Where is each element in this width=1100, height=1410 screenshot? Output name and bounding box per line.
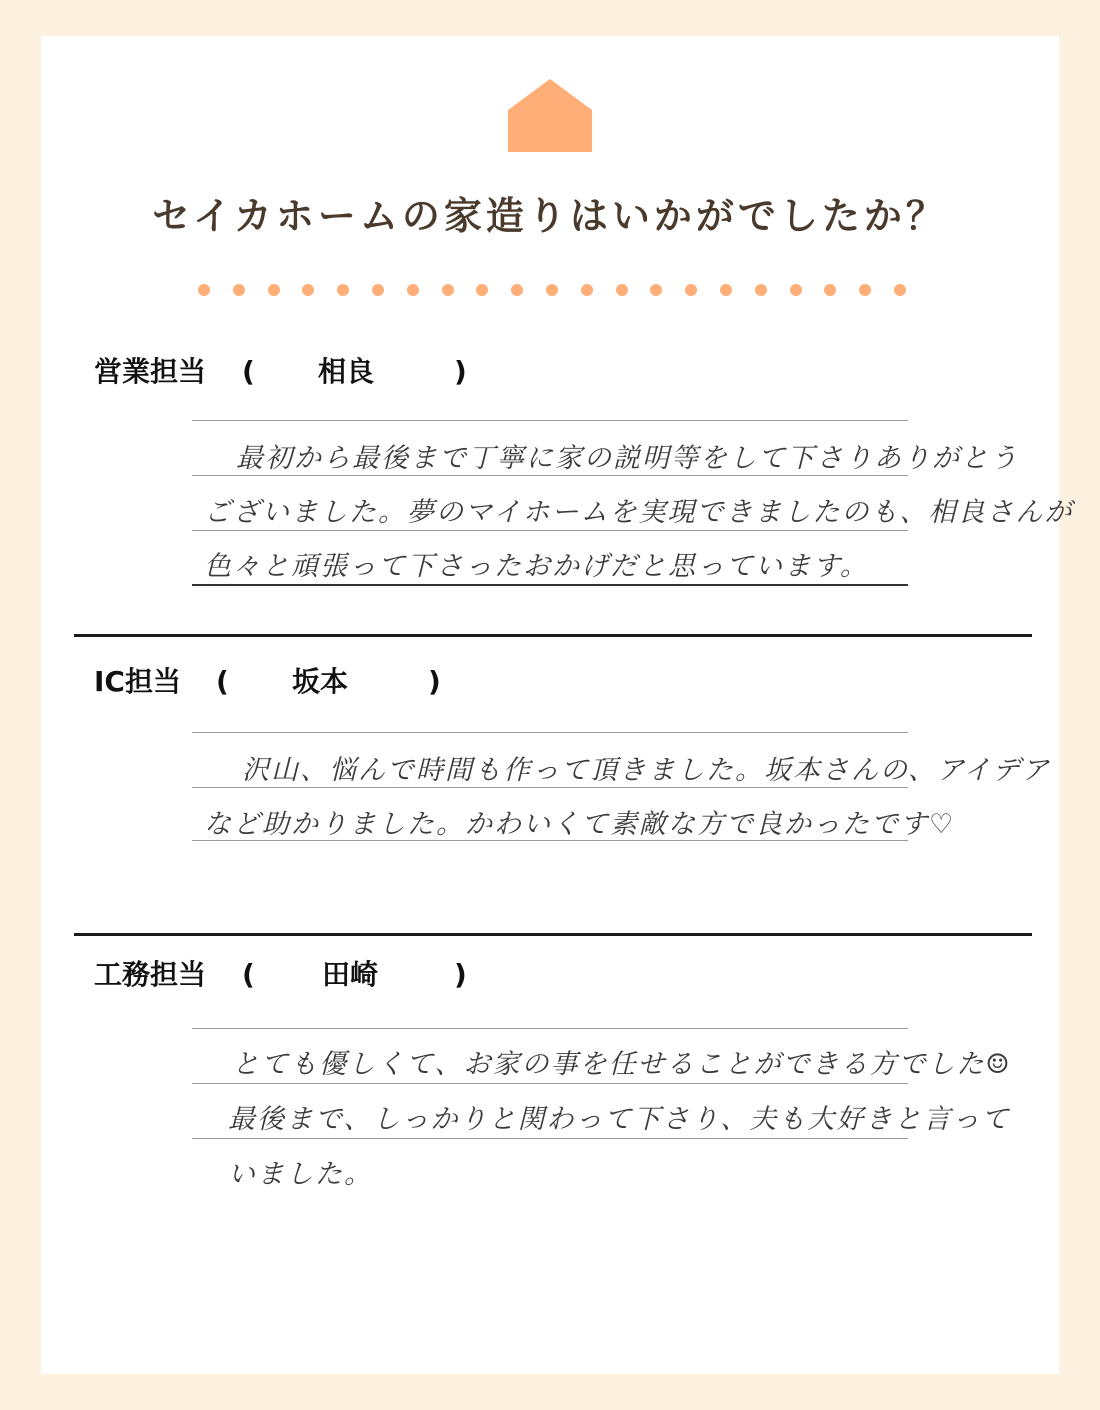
divider-dot	[407, 284, 419, 296]
divider-dot	[581, 284, 593, 296]
divider-dot	[546, 284, 558, 296]
ruled-line	[192, 530, 908, 531]
divider-dot	[650, 284, 662, 296]
dotted-divider	[198, 284, 908, 300]
comment-line: 最後まで、しっかりと関わって下さり、夫も大好きと言って	[228, 1104, 1011, 1135]
divider-dot	[198, 284, 210, 296]
comment-line: ございました。夢のマイホームを実現できましたのも、相良さんが	[204, 497, 1074, 528]
close-paren: )	[454, 958, 467, 991]
divider-dot	[616, 284, 628, 296]
ruled-line	[192, 1138, 908, 1139]
divider-dot	[894, 284, 906, 296]
role-label: 営業担当	[94, 355, 207, 388]
ruled-line	[192, 584, 908, 586]
comment-line: とても優しくて、お家の事を任せることができる方でした☺	[232, 1049, 1012, 1080]
divider-dot	[859, 284, 871, 296]
comment-line: など助かりました。かわいくて素敵な方で良かったです♡	[204, 809, 956, 840]
divider-dot	[302, 284, 314, 296]
page-title: セイカホームの家造りはいかがでしたか？	[152, 194, 948, 238]
comment-line: いました。	[228, 1159, 373, 1190]
divider-dot	[790, 284, 802, 296]
section-sales-label	[94, 352, 467, 392]
handwritten-comment-ic	[192, 732, 1051, 842]
divider-dot	[337, 284, 349, 296]
close-paren: )	[428, 665, 441, 698]
divider-dot	[824, 284, 836, 296]
divider-dot	[476, 284, 488, 296]
divider-dot	[511, 284, 523, 296]
staff-name: 田崎	[322, 958, 379, 991]
section-divider	[74, 634, 1032, 637]
ruled-line	[192, 1028, 908, 1029]
divider-dot	[372, 284, 384, 296]
section-ic-label	[94, 662, 441, 702]
house-icon	[508, 79, 592, 152]
ruled-line	[192, 475, 908, 476]
ruled-line	[192, 420, 908, 421]
divider-dot	[685, 284, 697, 296]
handwritten-comment-sales	[192, 420, 1074, 586]
divider-dot	[755, 284, 767, 296]
comment-line: 沢山、悩んで時間も作って頂きました。坂本さんの、アイデア	[242, 755, 1051, 786]
role-label: IC担当	[94, 665, 181, 698]
divider-dot	[233, 284, 245, 296]
handwritten-comment-construction	[192, 1028, 1012, 1194]
comment-line: 色々と頑張って下さったおかげだと思っています。	[204, 551, 869, 582]
staff-name: 相良	[318, 355, 375, 388]
comment-line: 最初から最後まで丁寧に家の説明等をして下さりありがとう	[236, 443, 1019, 474]
open-paren: (	[242, 958, 255, 991]
ruled-line	[192, 732, 908, 733]
ruled-line	[192, 787, 908, 788]
divider-dot	[442, 284, 454, 296]
role-label: 工務担当	[94, 958, 207, 991]
ruled-line	[192, 1083, 908, 1084]
section-divider	[74, 933, 1032, 936]
staff-name: 坂本	[292, 665, 349, 698]
divider-dot	[720, 284, 732, 296]
open-paren: (	[242, 355, 255, 388]
divider-dot	[268, 284, 280, 296]
open-paren: (	[216, 665, 229, 698]
close-paren: )	[454, 355, 467, 388]
section-construction-label	[94, 955, 467, 995]
